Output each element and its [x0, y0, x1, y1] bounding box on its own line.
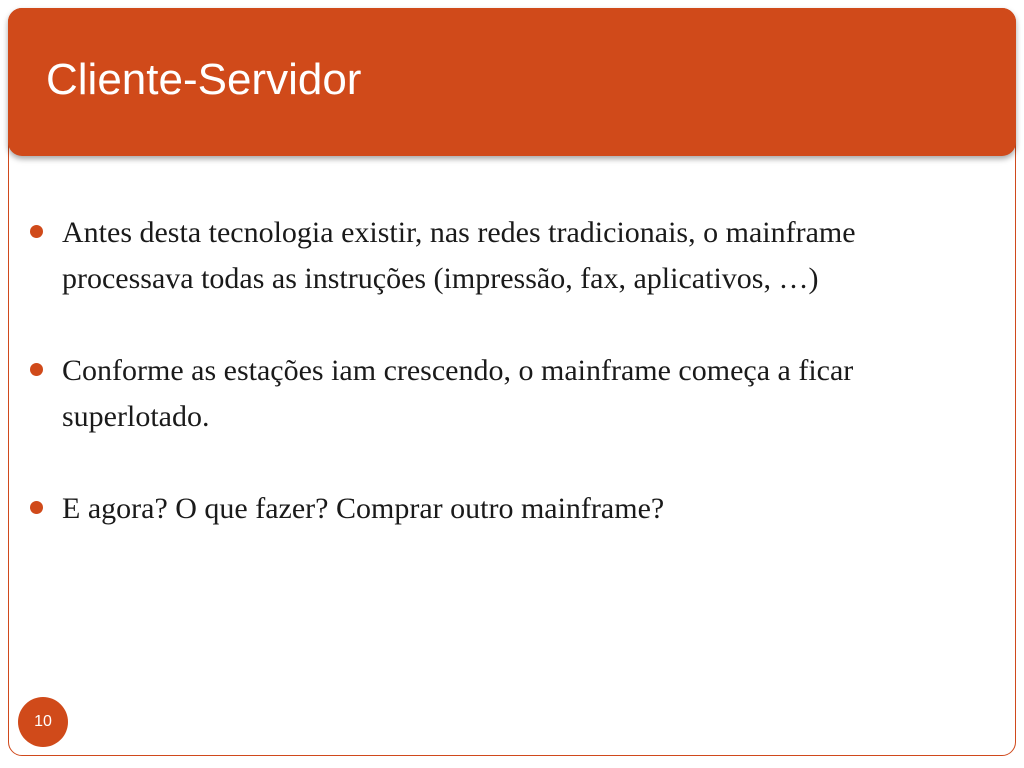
bullet-item — [30, 348, 970, 440]
bullet-dot-icon — [30, 501, 43, 514]
slide-title: Cliente-Servidor — [46, 55, 362, 104]
bullet-text: Antes desta tecnologia existir, nas redes tradicionais, o mainframe processava todas as instruções (impressão, fax, aplicativos, …) — [62, 216, 856, 295]
bullet-text: Conforme as estações iam crescendo, o mainframe começa a ficar superlotado. — [62, 354, 854, 433]
slide-body — [30, 210, 970, 532]
bullet-dot-icon — [30, 225, 43, 238]
page-number-badge: 10 — [18, 697, 68, 747]
bullet-item — [30, 210, 970, 302]
bullet-item — [30, 486, 970, 532]
title-bar — [8, 8, 1016, 156]
bullet-text: E agora? O que fazer? Comprar outro mainframe? — [62, 492, 665, 525]
bullet-dot-icon — [30, 363, 43, 376]
